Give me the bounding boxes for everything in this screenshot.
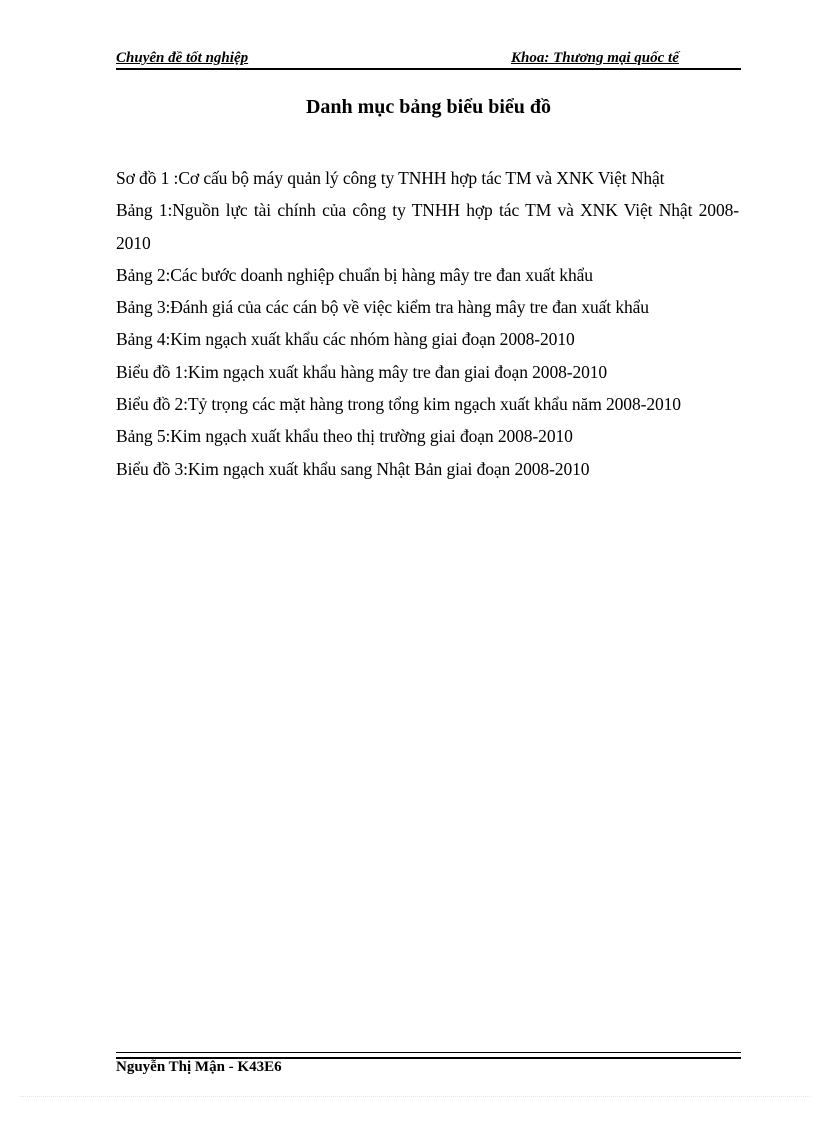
page-bottom-edge xyxy=(20,1096,810,1097)
page-header xyxy=(116,48,741,70)
list-item-bieu-do-1: Biểu đồ 1:Kim ngạch xuất khẩu hàng mây tre đan giai đoạn 2008-2010 xyxy=(116,361,608,382)
list-item-bang-4: Bảng 4:Kim ngạch xuất khẩu các nhóm hàng giai đoạn 2008-2010 xyxy=(116,329,575,350)
table-of-figures-list xyxy=(116,162,739,485)
list-item-bieu-do-2: Biểu đồ 2:Tỷ trọng các mặt hàng trong tổng kim ngạch xuất khẩu năm 2008-2010 xyxy=(116,394,681,415)
header-faculty-label: Khoa: Thương mại quốc tế xyxy=(511,50,679,66)
list-item-bang-2: Bảng 2:Các bước doanh nghiệp chuẩn bị hàng mây tre đan xuất khẩu xyxy=(116,264,593,285)
footer-divider xyxy=(116,1052,741,1059)
list-item-so-do-1: Sơ đồ 1 :Cơ cấu bộ máy quản lý công ty TNHH hợp tác TM và XNK Việt Nhật xyxy=(116,168,665,188)
list-item-bang-5: Bảng 5:Kim ngạch xuất khẩu theo thị trường giai đoạn 2008-2010 xyxy=(116,426,573,447)
footer-author: Nguyễn Thị Mận - K43E6 xyxy=(116,1059,282,1075)
list-item-bieu-do-3: Biểu đồ 3:Kim ngạch xuất khẩu sang Nhật Bản giai đoạn 2008-2010 xyxy=(116,458,590,479)
page-title: Danh mục bảng biểu biểu đồ xyxy=(305,96,552,118)
header-thesis-label: Chuyên đề tốt nghiệp xyxy=(116,50,249,66)
list-item-bang-3: Bảng 3:Đánh giá của các cán bộ về việc kiểm tra hàng mây tre đan xuất khẩu xyxy=(116,297,649,318)
list-item-bang-1: Bảng 1:Nguồn lực tài chính của công ty TNHH hợp tác TM và XNK Việt Nhật 2008-2010 xyxy=(116,200,739,253)
